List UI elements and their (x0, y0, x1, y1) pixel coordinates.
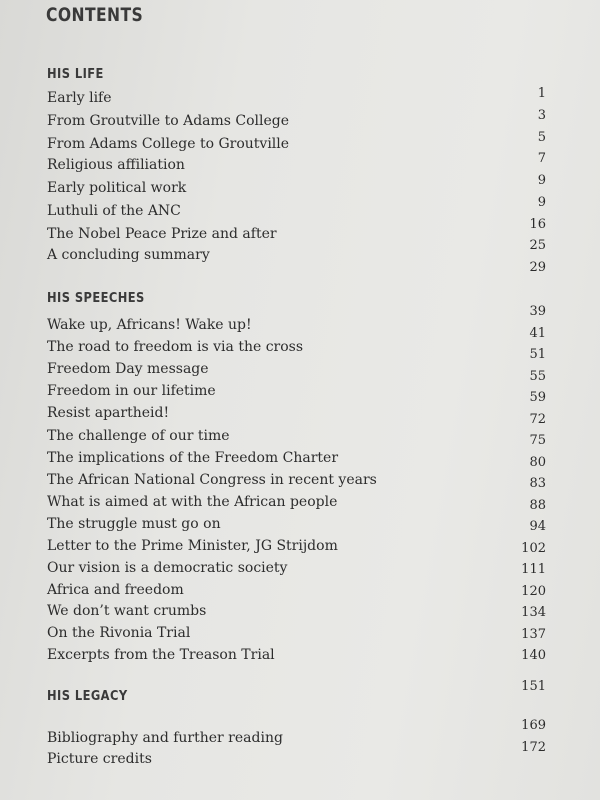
page-number: 72 (529, 412, 546, 427)
section-heading-his-legacy: HIS LEGACY (47, 688, 128, 704)
page-number: 83 (529, 476, 546, 491)
toc-entry: The struggle must go on (47, 516, 221, 532)
page-number: 134 (521, 605, 546, 620)
toc-entry: Africa and freedom (47, 582, 184, 598)
toc-entry: Our vision is a democratic society (47, 560, 288, 576)
page-number: 172 (521, 740, 546, 755)
toc-entry: From Groutville to Adams College (47, 113, 290, 129)
toc-entry: Luthuli of the ANC (47, 203, 181, 219)
toc-entry: A concluding summary (47, 247, 210, 263)
page-number: 25 (529, 238, 546, 253)
toc-entry: Excerpts from the Treason Trial (47, 647, 275, 663)
page-number: 102 (521, 541, 546, 556)
toc-entry: The Nobel Peace Prize and after (47, 226, 277, 242)
page-number: 120 (521, 584, 546, 599)
page-number: 51 (529, 347, 546, 362)
section-heading-his-life: HIS LIFE (47, 66, 104, 82)
page-number: 7 (537, 151, 546, 166)
page-number: 111 (521, 562, 546, 577)
toc-entry: The challenge of our time (47, 428, 230, 444)
page-number: 1 (537, 86, 546, 101)
toc-entry: Early political work (47, 180, 187, 196)
page-number: 59 (529, 390, 546, 405)
toc-entry: Bibliography and further reading (47, 730, 283, 746)
toc-entry: From Adams College to Groutville (47, 136, 290, 152)
toc-entry: On the Rivonia Trial (47, 625, 191, 641)
toc-entry: The implications of the Freedom Charter (47, 450, 339, 466)
toc-entry: Wake up, Africans! Wake up! (47, 317, 252, 333)
page-number: 140 (521, 648, 546, 663)
toc-entry: Resist apartheid! (47, 405, 170, 421)
page-number: 151 (521, 679, 546, 694)
toc-entry: We don’t want crumbs (47, 603, 207, 619)
page-number: 55 (529, 369, 546, 384)
toc-entry: Picture credits (47, 751, 152, 767)
page-number: 9 (537, 195, 546, 210)
toc-entry: Freedom in our lifetime (47, 383, 216, 399)
page-number: 16 (529, 217, 546, 232)
page-number: 5 (537, 130, 546, 145)
page-number: 9 (537, 173, 546, 188)
page-number: 75 (529, 433, 546, 448)
page-number: 41 (529, 326, 546, 341)
section-heading-his-speeches: HIS SPEECHES (47, 290, 145, 306)
page-number: 169 (521, 718, 546, 733)
toc-entry: What is aimed at with the African people (47, 494, 338, 510)
page-number: 3 (537, 108, 546, 123)
toc-entry: Freedom Day message (47, 361, 209, 377)
toc-entry: Early life (47, 90, 112, 106)
page-number: 80 (529, 455, 546, 470)
page-number: 39 (529, 304, 546, 319)
contents-title: CONTENTS (46, 4, 144, 26)
page-number: 137 (521, 627, 546, 642)
page-number: 94 (529, 519, 546, 534)
toc-entry: The African National Congress in recent years (47, 472, 377, 488)
page-number: 29 (529, 260, 546, 275)
toc-entry: The road to freedom is via the cross (47, 339, 304, 355)
page-number: 88 (529, 498, 546, 513)
toc-entry: Religious affiliation (47, 157, 185, 173)
toc-entry: Letter to the Prime Minister, JG Strijdom (47, 538, 338, 554)
